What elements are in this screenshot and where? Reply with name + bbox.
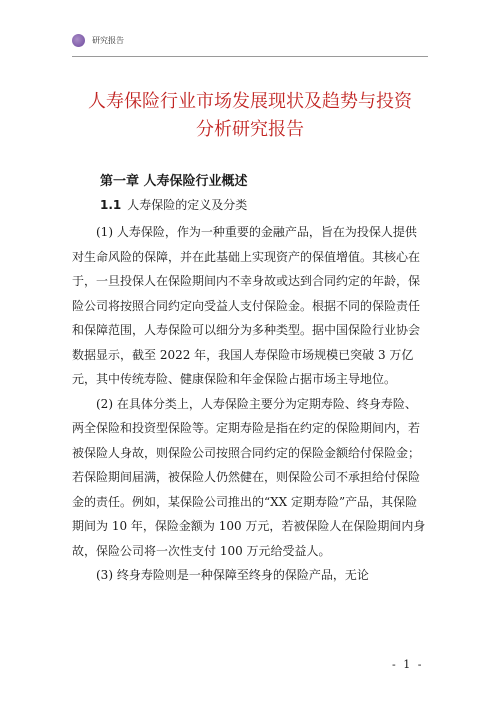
header-divider xyxy=(72,56,428,57)
section-number: 1.1 xyxy=(100,198,122,212)
paragraph-2: (2) 在具体分类上，人寿保险主要分为定期寿险、终身寿险、两全保险和投资型保险等。定期寿险是指在约定的保险期间内，若被保险人身故，则保险公司按照合同约定的保险金额给付保险金；若保险期间届满，被保险人仍然健在，则保险公司不承担给付保险金的责任。例如，某保险公司推出的“XX 定期寿险”产品，其保险期间为 10 年，保险金额为 100 万元，若被保险人在保险期间内身故，保险公司将一次性支付 100 万元给受益人。 xyxy=(72,396,426,558)
chapter-heading: 第一章 人寿保险行业概述 xyxy=(100,174,248,189)
document-title xyxy=(60,88,440,144)
paragraph-3: (3) 终身寿险则是一种保障至终身的保险产品，无论 xyxy=(96,568,369,582)
page-header xyxy=(72,34,124,47)
section-heading xyxy=(100,196,247,213)
title-line-1: 人寿保险行业市场发展现状及趋势与投资 xyxy=(88,91,412,112)
logo-icon xyxy=(72,34,85,47)
header-label: 研究报告 xyxy=(92,36,124,45)
page-number: - 1 - xyxy=(392,658,424,671)
body-text xyxy=(72,220,428,588)
paragraph-1: (1) 人寿保险，作为一种重要的金融产品，旨在为投保人提供对生命风险的保障，并在此基础上实现资产的保值增值。其核心在于，一旦投保人在保险期间内不幸身故或达到合同约定的年龄，保险公司将按照合同约定向受益人支付保险金。根据不同的保险责任和保障范围，人寿保险可以细分为多种类型。据中国保险行业协会数据显示，截至 2022 年，我国人寿保险市场规模已突破 3 万亿元，其中传统寿险、健康保险和年金保险占据市场主导地位。 xyxy=(72,225,421,386)
section-label: 人寿保险的定义及分类 xyxy=(127,198,248,212)
title-line-2: 分析研究报告 xyxy=(196,119,304,140)
